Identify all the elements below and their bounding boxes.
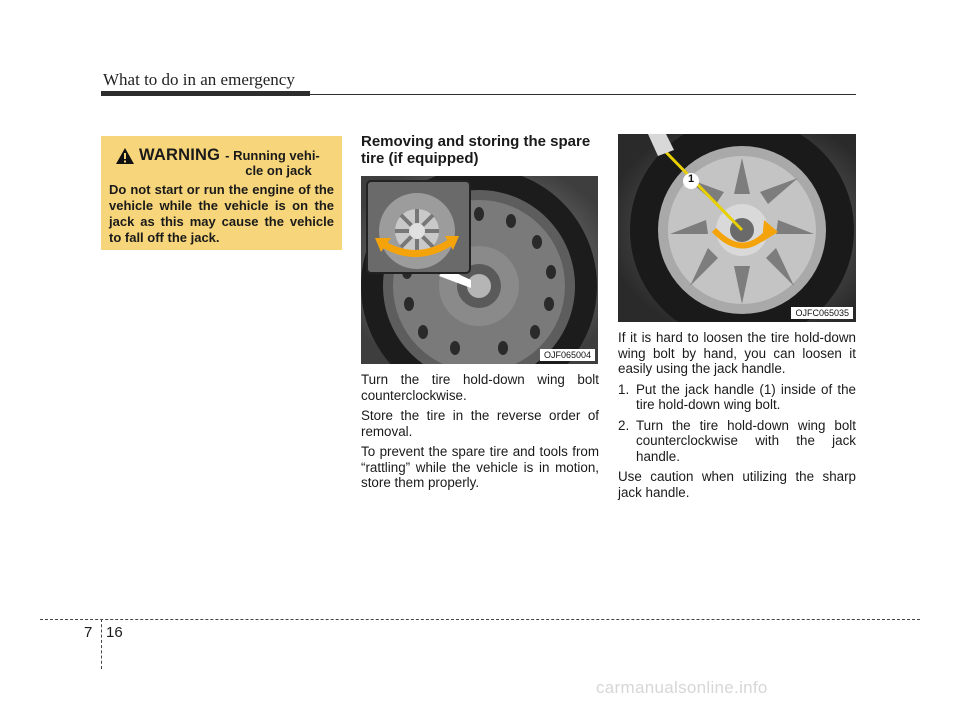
- paragraph: Store the tire in the reverse order of removal.: [361, 408, 599, 439]
- warning-subtitle-line1: - Running vehi-: [225, 148, 320, 163]
- spare-tire-photo: [361, 176, 598, 364]
- caution-paragraph: Use caution when utilizing the sharp jack handle.: [618, 469, 856, 500]
- step-text: Put the jack handle (1) inside of the tire hold-down wing bolt.: [636, 381, 856, 412]
- step-item: [618, 382, 856, 413]
- paragraph: To prevent the spare tire and tools from “rattling” while the vehicle is in motion, store them properly.: [361, 444, 599, 490]
- photo1-code: OJF065004: [540, 349, 595, 361]
- spare-tire-illustration: [361, 176, 598, 364]
- page-number: 16: [106, 624, 123, 641]
- watermark: carmanualsonline.info: [596, 678, 768, 697]
- step-item: [618, 418, 856, 465]
- warning-triangle-icon: [115, 147, 135, 165]
- warning-word: WARNING: [139, 146, 221, 164]
- footer-vertical-rule: [101, 619, 102, 669]
- warning-subtitle-line2: cle on jack: [245, 163, 312, 178]
- jack-handle-photo: [618, 134, 856, 322]
- step-number: 2.: [618, 417, 630, 433]
- photo2-code: OJFC065035: [791, 307, 853, 319]
- callout-number: 1: [687, 173, 695, 185]
- warning-body: Do not start or run the engine of the vehicle while the vehicle is on the jack as this may cause the vehicle to fall off the jack.: [109, 182, 334, 245]
- header-rule-thick: [101, 91, 310, 96]
- warning-subtitle: [225, 148, 320, 178]
- intro-paragraph: If it is hard to loosen the tire hold-down wing bolt by hand, you can loosen it easily using the jack handle.: [618, 330, 856, 376]
- chapter-number: 7: [84, 624, 93, 641]
- column-1-text: [361, 372, 599, 496]
- page-header-title: What to do in an emergency: [103, 70, 295, 89]
- step-number: 1.: [618, 381, 630, 397]
- warning-heading: [109, 146, 334, 178]
- footer-rule: [40, 619, 920, 620]
- warning-box: [101, 136, 342, 250]
- header-rule-thin: [310, 94, 856, 95]
- jack-handle-illustration: [618, 134, 856, 322]
- section-title: Removing and storing the spare tire (if equipped): [361, 133, 591, 167]
- step-text: Turn the tire hold-down wing bolt counterclockwise with the jack handle.: [636, 417, 856, 464]
- column-2-text: [618, 330, 856, 505]
- paragraph: Turn the tire hold-down wing bolt counterclockwise.: [361, 372, 599, 403]
